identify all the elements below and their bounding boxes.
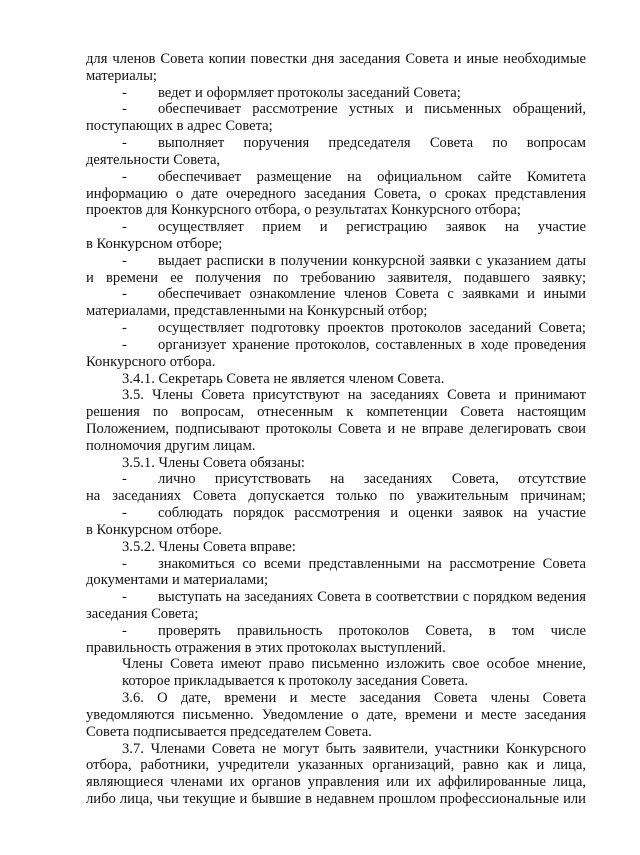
text-line: в Конкурсном отборе. (86, 521, 222, 538)
list-item (86, 84, 586, 102)
clause-3-5: 3.5. Члены Совета присутствуют на заседаниях Совета и принимают (122, 387, 586, 404)
text-line: либо лица, чьи текущие и бывшие в недавнем прошлом профессиональные или (86, 791, 586, 807)
list-item (86, 252, 586, 270)
text-line: Конкурсного отбора. (86, 353, 216, 370)
list-item-text: выполняет поручения председателя Совета по вопросам (158, 135, 586, 152)
list-item (86, 470, 586, 488)
text-line: которое прикладывается к протоколу заседания Совета. (122, 673, 469, 690)
clause-3-5-1: 3.5.1. Члены Совета обязаны: (122, 454, 305, 471)
text-line: материалы; (86, 67, 157, 84)
list-item (86, 555, 586, 573)
bullet-marker: - (122, 286, 127, 303)
list-item (86, 336, 586, 354)
text-line: Положением, подписывают протоколы Совета и не вправе делегировать свои (86, 421, 586, 437)
list-item-text: знакомиться со всеми представленными на рассмотрение Совета (158, 555, 586, 572)
text-line: поступающих в адрес Совета; (86, 118, 273, 135)
bullet-marker: - (122, 219, 127, 236)
list-item (86, 588, 586, 606)
list-item-text: осуществляет прием и регистрацию заявок на участие (158, 219, 586, 236)
text-line: материалами, представленными на Конкурсный отбор; (86, 303, 428, 320)
bullet-marker: - (122, 589, 127, 606)
text-line: для членов Совета копии повестки дня заседания Совета и иные необходимые (86, 51, 586, 67)
clause-3-7: 3.7. Членами Совета не могут быть заявители, участники Конкурсного (122, 740, 586, 757)
list-item-text: обеспечивает рассмотрение устных и письменных обращений, (158, 101, 586, 118)
list-item (86, 285, 586, 303)
list-item (86, 622, 586, 640)
text-line: уведомляются письменно. Уведомление о дате, времени и месте заседания (86, 706, 586, 723)
text-line: и времени ее получения по требованию заявителя, подавшего заявку; (86, 269, 586, 286)
text-line: деятельности Совета, (86, 151, 221, 168)
bullet-marker: - (122, 505, 127, 522)
list-item-text: организует хранение протоколов, составленных в ходе проведения (158, 336, 586, 353)
text-line: документами и материалами; (86, 572, 269, 589)
text-line: полномочия другим лицам. (86, 437, 256, 454)
bullet-marker: - (122, 135, 127, 152)
bullet-marker: - (122, 320, 127, 337)
text-line: правильность отражения в этих протоколах выступлений. (86, 639, 446, 656)
clause-3-6: 3.6. О дате, времени и месте заседания Совета члены Совета (122, 690, 586, 707)
bullet-marker: - (122, 471, 127, 488)
text-line: Совета подписывается председателем Совета. (86, 723, 372, 740)
text-line: являющиеся членами их органов управления или их аффилированные лица, (86, 774, 586, 791)
bullet-marker: - (122, 252, 127, 269)
bullet-marker: - (122, 336, 127, 353)
text-line: отбора, работники, учредители указанных организаций, равно как и лица, (86, 757, 586, 774)
list-item-text: обеспечивает ознакомление членов Совета с заявками и иными (158, 286, 586, 303)
list-item-text: выдает расписки в получении конкурсной заявки с указанием даты (158, 252, 586, 269)
list-item-text: выступать на заседаниях Совета в соответствии с порядком ведения (158, 589, 586, 606)
text-line: проектов для Конкурсного отбора, о результатах Конкурсного отбора; (86, 202, 521, 219)
bullet-marker: - (122, 84, 127, 101)
list-item-text: лично присутствовать на заседаниях Совета, отсутствие (158, 471, 586, 488)
paragraph-first-line: Члены Совета имеют право письменно изложить свое особое мнение, (122, 656, 586, 673)
list-item-text: осуществляет подготовку проектов протоколов заседаний Совета; (158, 320, 586, 337)
bullet-marker: - (122, 168, 127, 185)
list-item (86, 134, 586, 152)
text-line: на заседаниях Совета допускается только по уважительным причинам; (86, 488, 586, 505)
text-line: заседания Совета; (86, 606, 199, 622)
text-line: решения по вопросам, отнесенным к компетенции Совета настоящим (86, 404, 586, 421)
text-line: информацию о дате очередного заседания Совета, о сроках представления (86, 185, 586, 202)
clause-3-4-1: 3.4.1. Секретарь Совета не является членом Совета. (122, 370, 445, 387)
clause-3-5-2: 3.5.2. Члены Совета вправе: (122, 538, 296, 555)
bullet-marker: - (122, 555, 127, 572)
bullet-marker: - (122, 101, 127, 118)
list-item-text: обеспечивает размещение на официальном сайте Комитета (158, 168, 586, 185)
list-item (86, 319, 586, 337)
list-item (86, 100, 586, 118)
list-item-text: соблюдать порядок рассмотрения и оценки заявок на участие (158, 505, 586, 522)
bullet-marker: - (122, 622, 127, 639)
text-line: в Конкурсном отборе; (86, 236, 223, 252)
list-item (86, 218, 586, 236)
list-item-text: проверять правильность протоколов Совета, в том числе (158, 622, 586, 639)
list-item (86, 168, 586, 186)
list-item-text: ведет и оформляет протоколы заседаний Совета; (158, 84, 461, 101)
list-item (86, 504, 586, 522)
